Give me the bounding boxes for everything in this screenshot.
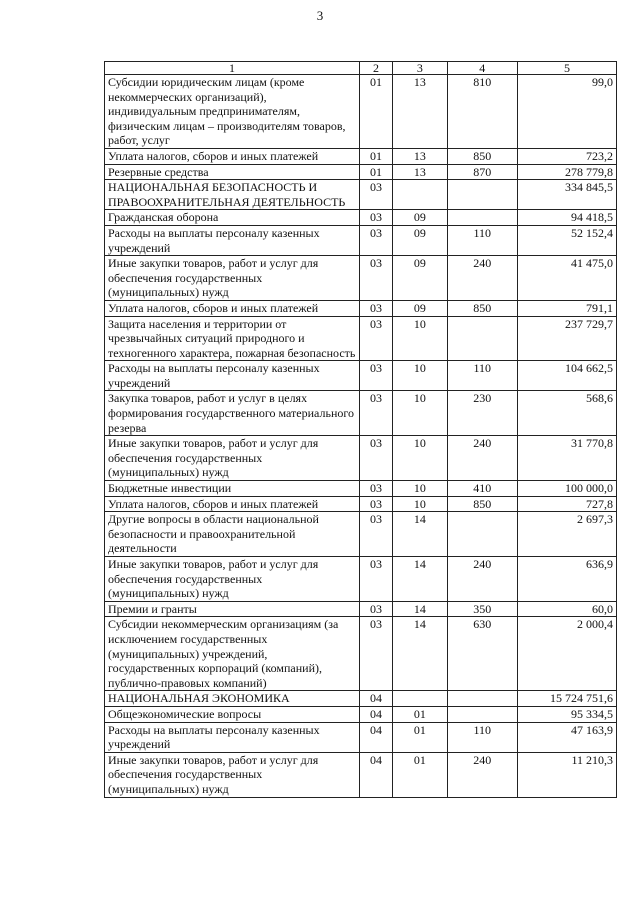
cell-subsection-code: 10 <box>392 316 447 361</box>
cell-expense-type-code <box>447 316 517 361</box>
table-row <box>105 512 617 557</box>
cell-expense-name: Иные закупки товаров, работ и услуг для обеспечения государственных (муниципальных) нужд <box>105 256 360 301</box>
cell-expense-name: Уплата налогов, сборов и иных платежей <box>105 496 360 512</box>
cell-expense-name: Уплата налогов, сборов и иных платежей <box>105 300 360 316</box>
table-row <box>105 481 617 497</box>
cell-section-code: 03 <box>359 361 392 391</box>
cell-expense-type-code: 240 <box>447 752 517 797</box>
cell-subsection-code: 10 <box>392 361 447 391</box>
cell-subsection-code: 13 <box>392 164 447 180</box>
cell-section-code: 03 <box>359 617 392 691</box>
cell-subsection-code <box>392 180 447 210</box>
cell-expense-name: Резервные средства <box>105 164 360 180</box>
cell-amount: 41 475,0 <box>517 256 616 301</box>
cell-expense-type-code <box>447 210 517 226</box>
cell-expense-type-code: 350 <box>447 601 517 617</box>
cell-amount: 52 152,4 <box>517 225 616 255</box>
column-header-1: 1 <box>105 62 360 75</box>
cell-amount: 15 724 751,6 <box>517 691 616 707</box>
cell-section-code: 03 <box>359 391 392 436</box>
cell-subsection-code: 10 <box>392 391 447 436</box>
cell-expense-name: Защита населения и территории от чрезвычайных ситуаций природного и техногенного характера, пожарная безопасность <box>105 316 360 361</box>
cell-expense-type-code: 850 <box>447 148 517 164</box>
table-row <box>105 225 617 255</box>
cell-section-code: 01 <box>359 148 392 164</box>
cell-expense-type-code <box>447 180 517 210</box>
cell-expense-name: Иные закупки товаров, работ и услуг для обеспечения государственных (муниципальных) нужд <box>105 752 360 797</box>
cell-subsection-code: 14 <box>392 512 447 557</box>
cell-expense-name: НАЦИОНАЛЬНАЯ БЕЗОПАСНОСТЬ И ПРАВООХРАНИТЕЛЬНАЯ ДЕЯТЕЛЬНОСТЬ <box>105 180 360 210</box>
column-header-4: 4 <box>447 62 517 75</box>
cell-amount: 47 163,9 <box>517 722 616 752</box>
column-header-3: 3 <box>392 62 447 75</box>
cell-expense-type-code <box>447 706 517 722</box>
cell-expense-name: Расходы на выплаты персоналу казенных учреждений <box>105 722 360 752</box>
cell-expense-type-code: 230 <box>447 391 517 436</box>
cell-expense-name: Уплата налогов, сборов и иных платежей <box>105 148 360 164</box>
cell-expense-type-code: 850 <box>447 496 517 512</box>
cell-section-code: 03 <box>359 300 392 316</box>
cell-expense-name: НАЦИОНАЛЬНАЯ ЭКОНОМИКА <box>105 691 360 707</box>
cell-subsection-code: 01 <box>392 722 447 752</box>
cell-amount: 2 000,4 <box>517 617 616 691</box>
cell-expense-name: Гражданская оборона <box>105 210 360 226</box>
cell-expense-type-code: 240 <box>447 256 517 301</box>
cell-expense-name: Бюджетные инвестиции <box>105 481 360 497</box>
table-row <box>105 75 617 149</box>
cell-expense-name: Субсидии некоммерческим организациям (за исключением государственных (муниципальных) учреждений, государственных корпораций (компаний), публично-правовых компаний) <box>105 617 360 691</box>
cell-expense-type-code <box>447 512 517 557</box>
cell-expense-name: Общеэкономические вопросы <box>105 706 360 722</box>
page-number: 3 <box>316 8 324 23</box>
table-row <box>105 706 617 722</box>
cell-amount: 723,2 <box>517 148 616 164</box>
table-row <box>105 180 617 210</box>
cell-subsection-code: 01 <box>392 706 447 722</box>
cell-expense-type-code: 110 <box>447 361 517 391</box>
cell-section-code: 03 <box>359 601 392 617</box>
cell-expense-name: Другие вопросы в области национальной безопасности и правоохранительной деятельности <box>105 512 360 557</box>
cell-section-code: 04 <box>359 691 392 707</box>
cell-amount: 727,8 <box>517 496 616 512</box>
cell-expense-type-code: 410 <box>447 481 517 497</box>
cell-amount: 60,0 <box>517 601 616 617</box>
cell-expense-name: Субсидии юридическим лицам (кроме некоммерческих организаций), индивидуальным предпринимателям, физическим лицам – производителям товаров, работ, услуг <box>105 75 360 149</box>
cell-amount: 334 845,5 <box>517 180 616 210</box>
cell-expense-name: Расходы на выплаты персоналу казенных учреждений <box>105 361 360 391</box>
cell-expense-name: Премии и гранты <box>105 601 360 617</box>
cell-expense-type-code: 870 <box>447 164 517 180</box>
cell-expense-name: Расходы на выплаты персоналу казенных учреждений <box>105 225 360 255</box>
cell-subsection-code: 14 <box>392 601 447 617</box>
cell-expense-name: Иные закупки товаров, работ и услуг для обеспечения государственных (муниципальных) нужд <box>105 436 360 481</box>
table-row <box>105 752 617 797</box>
table-row <box>105 617 617 691</box>
cell-subsection-code: 13 <box>392 148 447 164</box>
cell-expense-type-code: 240 <box>447 436 517 481</box>
column-header-2: 2 <box>359 62 392 75</box>
cell-expense-type-code: 240 <box>447 557 517 602</box>
cell-amount: 11 210,3 <box>517 752 616 797</box>
cell-amount: 791,1 <box>517 300 616 316</box>
column-header-5: 5 <box>517 62 616 75</box>
cell-expense-type-code: 110 <box>447 225 517 255</box>
cell-expense-type-code: 850 <box>447 300 517 316</box>
cell-expense-type-code: 630 <box>447 617 517 691</box>
cell-expense-type-code <box>447 691 517 707</box>
cell-expense-type-code: 110 <box>447 722 517 752</box>
table-row <box>105 601 617 617</box>
cell-subsection-code: 09 <box>392 210 447 226</box>
table-row <box>105 210 617 226</box>
cell-section-code: 04 <box>359 722 392 752</box>
table-row <box>105 722 617 752</box>
cell-section-code: 03 <box>359 557 392 602</box>
cell-amount: 636,9 <box>517 557 616 602</box>
cell-subsection-code: 13 <box>392 75 447 149</box>
table-row <box>105 256 617 301</box>
cell-subsection-code: 10 <box>392 481 447 497</box>
cell-subsection-code: 09 <box>392 225 447 255</box>
cell-amount: 99,0 <box>517 75 616 149</box>
table-row <box>105 691 617 707</box>
cell-expense-type-code: 810 <box>447 75 517 149</box>
cell-section-code: 03 <box>359 316 392 361</box>
cell-section-code: 03 <box>359 496 392 512</box>
cell-section-code: 03 <box>359 210 392 226</box>
cell-section-code: 01 <box>359 75 392 149</box>
table-row <box>105 316 617 361</box>
cell-section-code: 04 <box>359 706 392 722</box>
cell-amount: 95 334,5 <box>517 706 616 722</box>
cell-subsection-code: 14 <box>392 617 447 691</box>
cell-subsection-code <box>392 691 447 707</box>
cell-subsection-code: 10 <box>392 436 447 481</box>
cell-section-code: 03 <box>359 512 392 557</box>
cell-section-code: 03 <box>359 256 392 301</box>
cell-section-code: 03 <box>359 180 392 210</box>
cell-section-code: 01 <box>359 164 392 180</box>
cell-amount: 568,6 <box>517 391 616 436</box>
cell-amount: 2 697,3 <box>517 512 616 557</box>
cell-amount: 100 000,0 <box>517 481 616 497</box>
table-row <box>105 391 617 436</box>
cell-section-code: 03 <box>359 436 392 481</box>
cell-expense-name: Иные закупки товаров, работ и услуг для обеспечения государственных (муниципальных) нужд <box>105 557 360 602</box>
table-row <box>105 361 617 391</box>
cell-section-code: 03 <box>359 481 392 497</box>
cell-amount: 237 729,7 <box>517 316 616 361</box>
cell-subsection-code: 14 <box>392 557 447 602</box>
cell-expense-name: Закупка товаров, работ и услуг в целях формирования государственного материального резерва <box>105 391 360 436</box>
table-row <box>105 436 617 481</box>
table-row <box>105 300 617 316</box>
cell-subsection-code: 09 <box>392 300 447 316</box>
cell-amount: 94 418,5 <box>517 210 616 226</box>
cell-amount: 278 779,8 <box>517 164 616 180</box>
cell-subsection-code: 09 <box>392 256 447 301</box>
table-row <box>105 148 617 164</box>
cell-amount: 31 770,8 <box>517 436 616 481</box>
cell-section-code: 03 <box>359 225 392 255</box>
cell-subsection-code: 10 <box>392 496 447 512</box>
table-row <box>105 164 617 180</box>
table-row <box>105 557 617 602</box>
cell-section-code: 04 <box>359 752 392 797</box>
table-header-row <box>105 62 617 75</box>
table-row <box>105 496 617 512</box>
budget-table <box>104 61 617 798</box>
table-body <box>105 75 617 798</box>
cell-subsection-code: 01 <box>392 752 447 797</box>
cell-amount: 104 662,5 <box>517 361 616 391</box>
